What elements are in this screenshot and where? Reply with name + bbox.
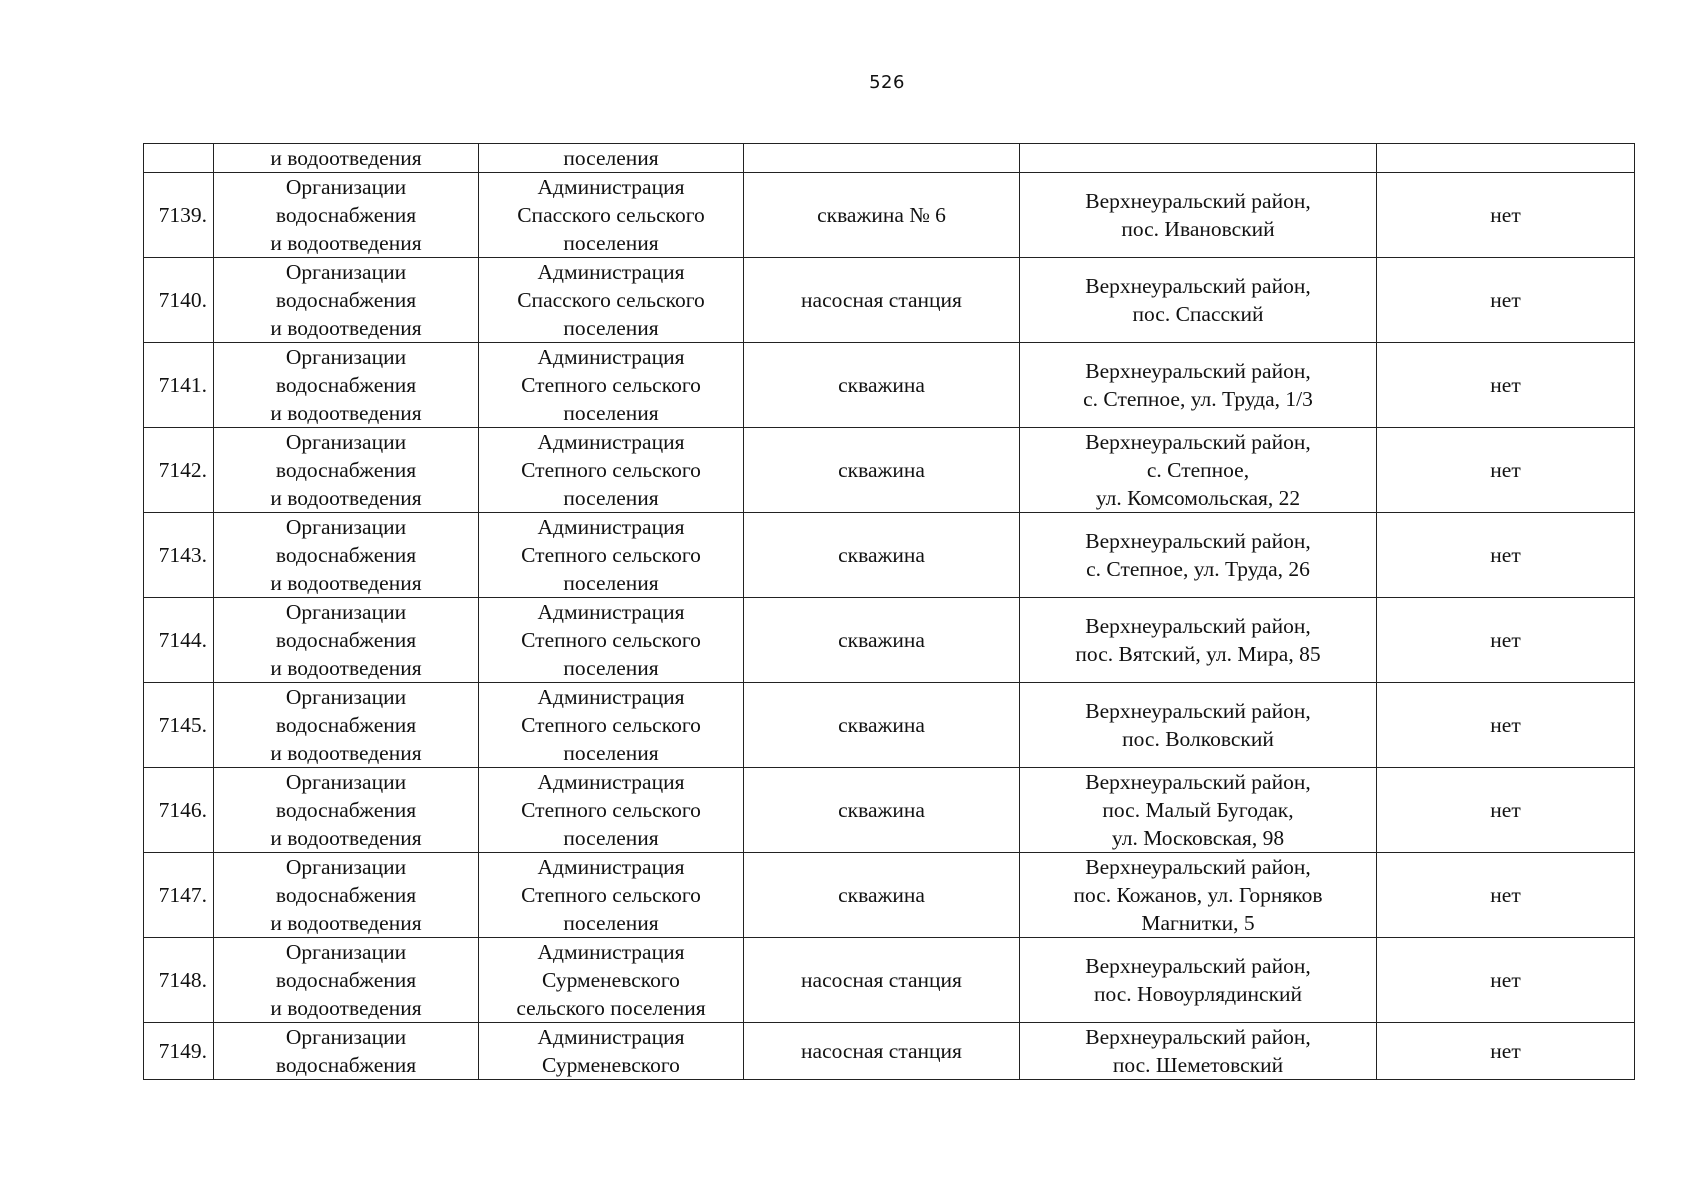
table-row <box>144 598 1635 683</box>
owner-cell: Администрация Степного сельского поселения <box>479 853 744 938</box>
table-row <box>144 683 1635 768</box>
owner-cell: Администрация Спасского сельского поселения <box>479 173 744 258</box>
table-row <box>144 428 1635 513</box>
address-cell: Верхнеуральский район, пос. Волковский <box>1020 683 1377 768</box>
object-cell: скважина <box>744 513 1020 598</box>
address-cell: Верхнеуральский район, пос. Кожанов, ул. Горняков Магнитки, 5 <box>1020 853 1377 938</box>
owner-cell: Администрация Степного сельского поселения <box>479 683 744 768</box>
owner-cell: Администрация Степного сельского поселения <box>479 598 744 683</box>
object-cell: скважина <box>744 598 1020 683</box>
row-number-cell: 7146. <box>144 768 214 853</box>
object-cell: насосная станция <box>744 938 1020 1023</box>
owner-cell: Администрация Сурменевского <box>479 1023 744 1080</box>
flag-cell: нет <box>1377 1023 1635 1080</box>
category-cell: Организации водоснабжения и водоотведения <box>214 768 479 853</box>
object-cell: скважина <box>744 768 1020 853</box>
object-cell: скважина № 6 <box>744 173 1020 258</box>
flag-cell: нет <box>1377 768 1635 853</box>
flag-cell <box>1377 144 1635 173</box>
flag-cell: нет <box>1377 258 1635 343</box>
address-cell: Верхнеуральский район, пос. Новоурлядинский <box>1020 938 1377 1023</box>
row-number-cell <box>144 144 214 173</box>
object-cell <box>744 144 1020 173</box>
owner-cell: Администрация Степного сельского поселения <box>479 513 744 598</box>
address-cell: Верхнеуральский район, пос. Малый Бугодак, ул. Московская, 98 <box>1020 768 1377 853</box>
object-cell: скважина <box>744 853 1020 938</box>
category-cell: Организации водоснабжения и водоотведения <box>214 598 479 683</box>
address-cell: Верхнеуральский район, пос. Ивановский <box>1020 173 1377 258</box>
flag-cell: нет <box>1377 513 1635 598</box>
row-number-cell: 7145. <box>144 683 214 768</box>
flag-cell: нет <box>1377 598 1635 683</box>
row-number-cell: 7140. <box>144 258 214 343</box>
owner-cell: Администрация Степного сельского поселения <box>479 343 744 428</box>
row-number-cell: 7148. <box>144 938 214 1023</box>
table-row-continuation <box>144 144 1635 173</box>
table-row <box>144 258 1635 343</box>
category-cell: и водоотведения <box>214 144 479 173</box>
category-cell: Организации водоснабжения и водоотведения <box>214 258 479 343</box>
address-cell: Верхнеуральский район, пос. Спасский <box>1020 258 1377 343</box>
flag-cell: нет <box>1377 343 1635 428</box>
table-row <box>144 768 1635 853</box>
row-number-cell: 7139. <box>144 173 214 258</box>
address-cell <box>1020 144 1377 173</box>
flag-cell: нет <box>1377 853 1635 938</box>
table-row <box>144 1023 1635 1080</box>
object-cell: насосная станция <box>744 1023 1020 1080</box>
table-row <box>144 853 1635 938</box>
owner-cell: поселения <box>479 144 744 173</box>
flag-cell: нет <box>1377 683 1635 768</box>
object-cell: скважина <box>744 343 1020 428</box>
row-number-cell: 7143. <box>144 513 214 598</box>
row-number-cell: 7141. <box>144 343 214 428</box>
owner-cell: Администрация Степного сельского поселения <box>479 768 744 853</box>
table-row <box>144 938 1635 1023</box>
address-cell: Верхнеуральский район, пос. Шеметовский <box>1020 1023 1377 1080</box>
category-cell: Организации водоснабжения и водоотведения <box>214 938 479 1023</box>
table-row <box>144 343 1635 428</box>
row-number-cell: 7149. <box>144 1023 214 1080</box>
category-cell: Организации водоснабжения и водоотведения <box>214 343 479 428</box>
flag-cell: нет <box>1377 938 1635 1023</box>
category-cell: Организации водоснабжения <box>214 1023 479 1080</box>
flag-cell: нет <box>1377 428 1635 513</box>
address-cell: Верхнеуральский район, с. Степное, ул. Труда, 1/3 <box>1020 343 1377 428</box>
category-cell: Организации водоснабжения и водоотведения <box>214 173 479 258</box>
row-number-cell: 7144. <box>144 598 214 683</box>
owner-cell: Администрация Степного сельского поселения <box>479 428 744 513</box>
category-cell: Организации водоснабжения и водоотведения <box>214 428 479 513</box>
row-number-cell: 7147. <box>144 853 214 938</box>
address-cell: Верхнеуральский район, с. Степное, ул. Труда, 26 <box>1020 513 1377 598</box>
registry-table-body <box>144 144 1635 1080</box>
address-cell: Верхнеуральский район, пос. Вятский, ул. Мира, 85 <box>1020 598 1377 683</box>
object-cell: скважина <box>744 428 1020 513</box>
table-row <box>144 513 1635 598</box>
page-number: 526 <box>869 72 905 93</box>
object-cell: насосная станция <box>744 258 1020 343</box>
owner-cell: Администрация Спасского сельского поселения <box>479 258 744 343</box>
address-cell: Верхнеуральский район, с. Степное, ул. Комсомольская, 22 <box>1020 428 1377 513</box>
object-cell: скважина <box>744 683 1020 768</box>
owner-cell: Администрация Сурменевского сельского поселения <box>479 938 744 1023</box>
row-number-cell: 7142. <box>144 428 214 513</box>
registry-table <box>143 143 1635 1080</box>
category-cell: Организации водоснабжения и водоотведения <box>214 513 479 598</box>
category-cell: Организации водоснабжения и водоотведения <box>214 853 479 938</box>
flag-cell: нет <box>1377 173 1635 258</box>
table-row <box>144 173 1635 258</box>
category-cell: Организации водоснабжения и водоотведения <box>214 683 479 768</box>
